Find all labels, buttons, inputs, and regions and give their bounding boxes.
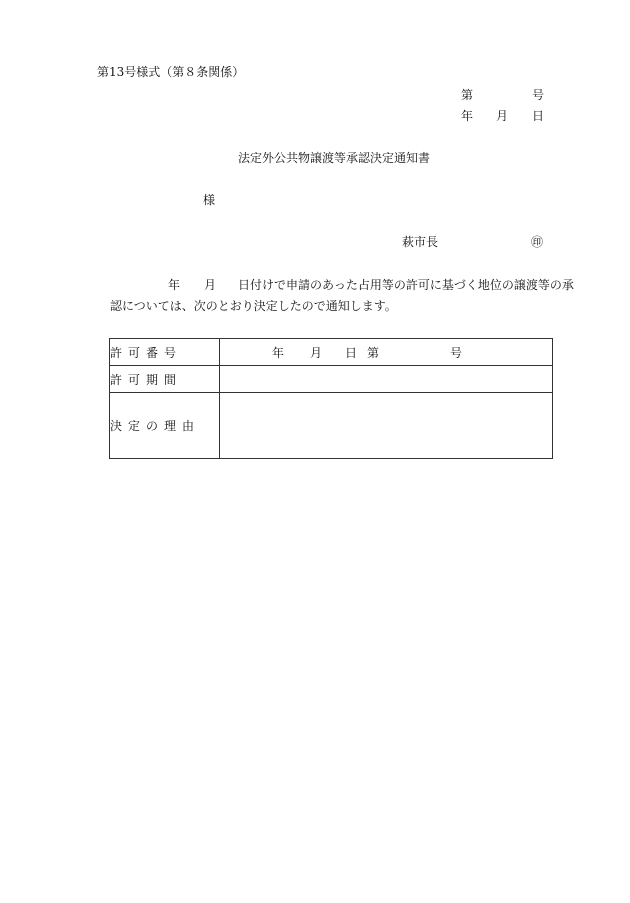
issuer-name: 萩市長 <box>402 235 439 249</box>
body-text-line1: 日付けで申請のあった占用等の許可に基づく地位の譲渡等の承 <box>238 278 574 292</box>
table-row <box>110 393 553 459</box>
date-month-label: 月 <box>496 109 509 123</box>
decision-reason-label: 決定の理由 <box>110 393 220 459</box>
form-label: 第13号様式（第８条関係） <box>97 65 245 79</box>
date-day-label: 日 <box>532 109 545 123</box>
permit-month-label: 月 <box>310 346 323 360</box>
permit-dai-label: 第 <box>367 346 380 360</box>
document-title: 法定外公共物譲渡等承認決定通知書 <box>238 151 431 165</box>
body-year-label: 年 <box>168 278 181 292</box>
permit-number-value <box>220 339 553 366</box>
body-text-line2: 認については、次のとおり決定したので通知します。 <box>110 299 397 313</box>
permit-period-label: 許可期間 <box>110 366 220 393</box>
table-row <box>110 339 553 366</box>
addressee-suffix: 様 <box>203 193 216 207</box>
body-month-label: 月 <box>204 278 217 292</box>
decision-reason-value <box>220 393 553 459</box>
number-dai-label: 第 <box>461 88 474 102</box>
permit-period-value <box>220 366 553 393</box>
permit-number-label: 許可番号 <box>110 339 220 366</box>
permit-year-label: 年 <box>272 346 285 360</box>
number-go-label: 号 <box>532 88 545 102</box>
seal-mark: ㊞ <box>531 235 544 249</box>
decision-table <box>109 338 553 459</box>
permit-day-label: 日 <box>345 346 358 360</box>
table-row <box>110 366 553 393</box>
date-year-label: 年 <box>461 109 474 123</box>
permit-go-label: 号 <box>450 346 463 360</box>
